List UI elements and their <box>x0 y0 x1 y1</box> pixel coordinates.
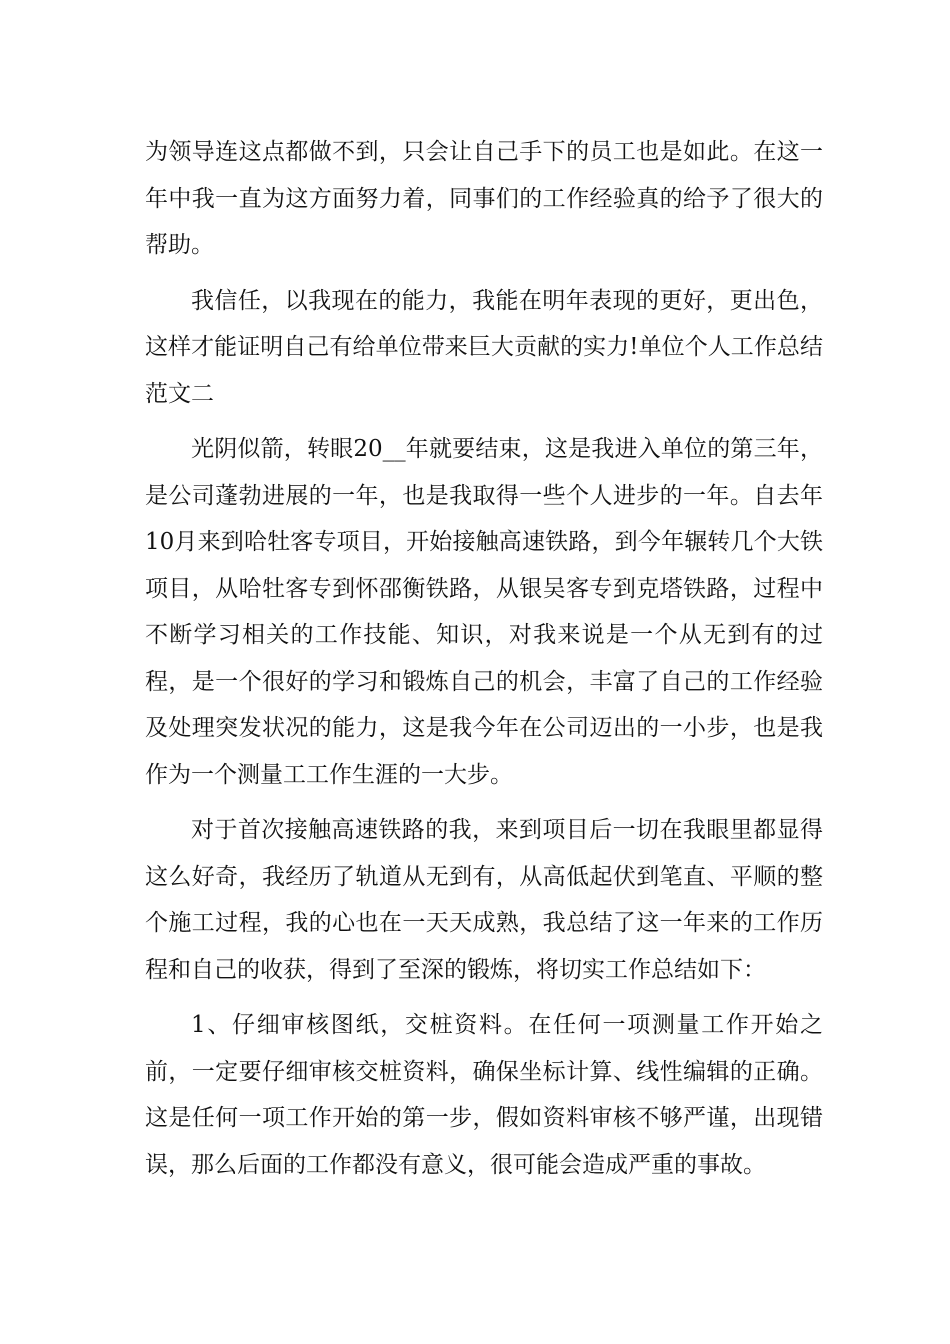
paragraph-1: 为领导连这点都做不到，只会让自己手下的员工也是如此。在这一年中我一直为这方面努力着，同事们的工作经验真的给予了很大的帮助。 <box>145 139 823 258</box>
paragraph-5: 1、仔细审核图纸，交桩资料。在任何一项测量工作开始之前，一定要仔细审核交桩资料，确保坐标计算、线性编辑的正确。这是任何一项工作开始的第一步，假如资料审核不够严谨，出现错误，那么后面的工作都没有意义，很可能会造成严重的事故。 <box>145 1012 823 1178</box>
paragraph-3: 光阴似箭，转眼20__年就要结束，这是我进入单位的第三年，是公司蓬勃进展的一年，也是我取得一些个人进步的一年。自去年10月来到哈牡客专项目，开始接触高速铁路，到今年辗转几个大铁项目，从哈牡客专到怀邵衡铁路，从银吴客专到克塔铁路，过程中不断学习相关的工作技能、知识，对我来说是一个从无到有的过程，是一个很好的学习和锻炼自己的机会，丰富了自己的工作经验及处理突发状况的能力，这是我今年在公司迈出的一小步，也是我作为一个测量工工作生涯的一大步。 <box>145 436 823 788</box>
paragraph-4: 对于首次接触高速铁路的我，来到项目后一切在我眼里都显得这么好奇，我经历了轨道从无到有，从高低起伏到笔直、平顺的整个施工过程，我的心也在一天天成熟，我总结了这一年来的工作历程和自己的收获，得到了至深的锻炼，将切实工作总结如下： <box>145 817 823 983</box>
document-body <box>145 129 823 1197</box>
paragraph-2: 我信任，以我现在的能力，我能在明年表现的更好，更出色，这样才能证明自己有给单位带来巨大贡献的实力!单位个人工作总结范文二 <box>145 287 823 407</box>
